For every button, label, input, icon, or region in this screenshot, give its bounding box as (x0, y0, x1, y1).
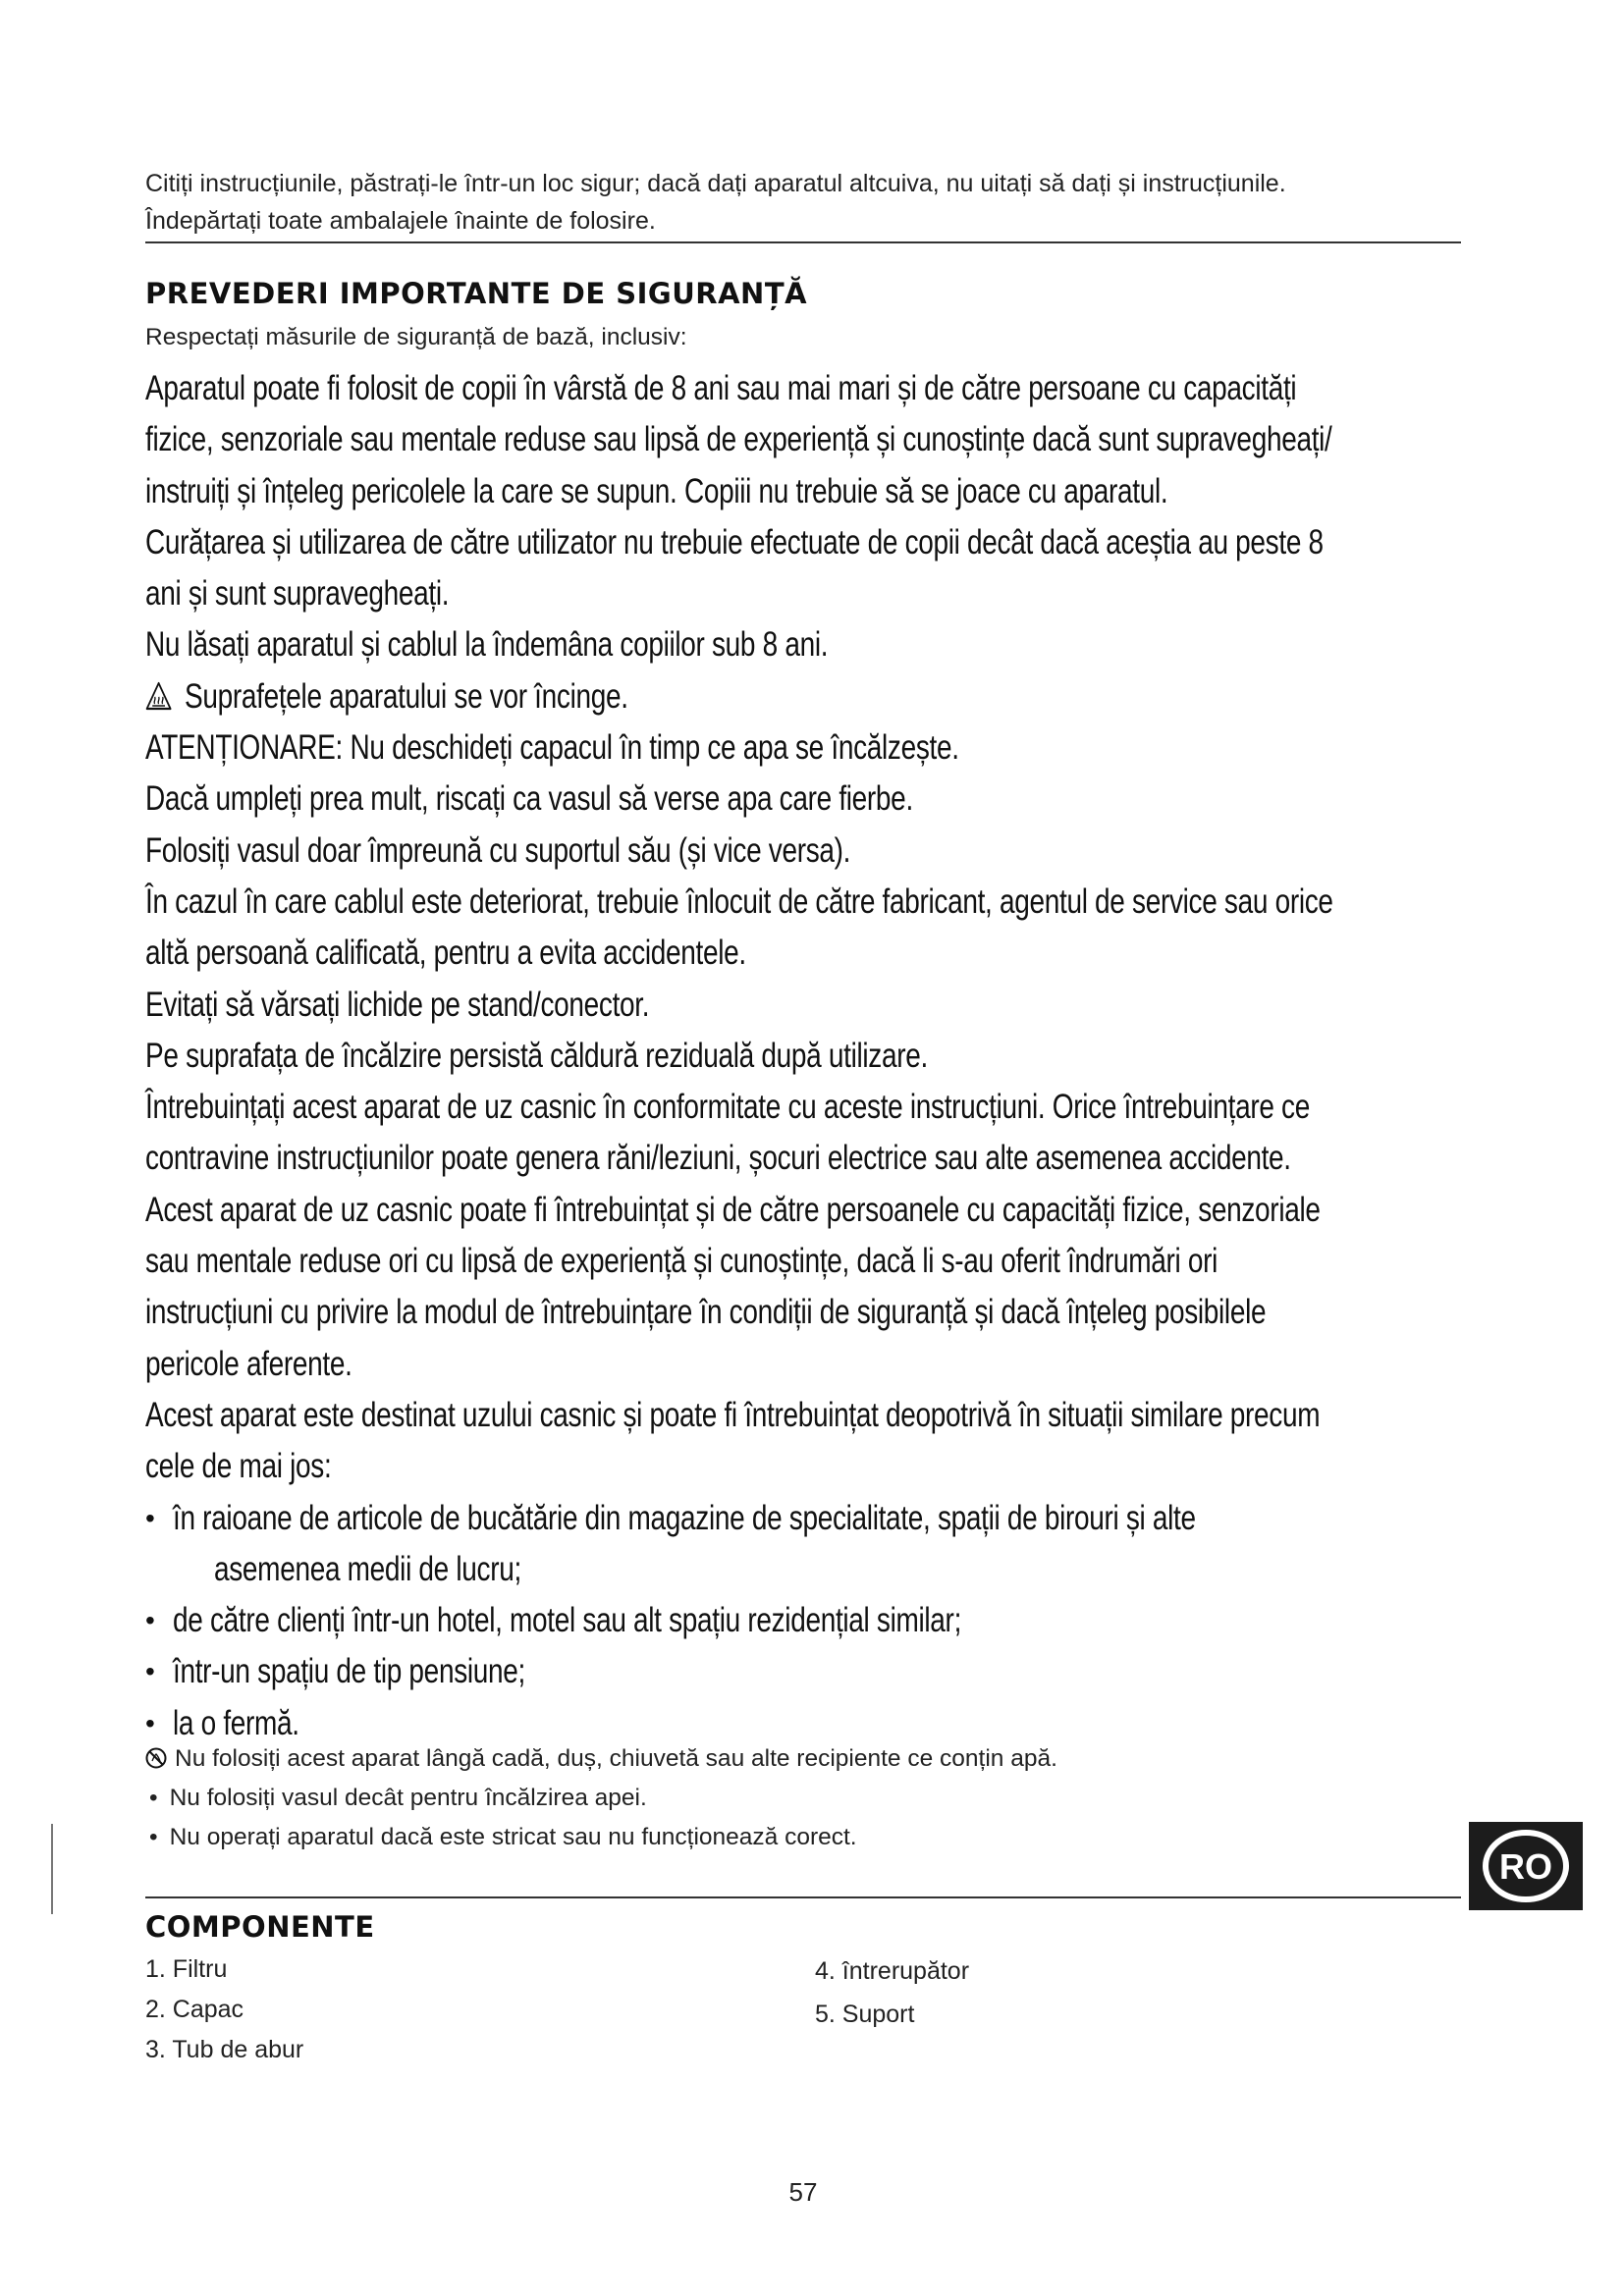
safety-line-text: pericole aferente. (145, 1344, 352, 1383)
intro-line-1: Citiți instrucțiunile, păstrați-le într-un loc sigur; dacă dați aparatul altcuiva, nu uitați să dați și instrucțiunile. (145, 170, 1286, 197)
list-item-text: în raioane de articole de bucătărie din magazine de specialitate, spații de birouri și alte (173, 1498, 1196, 1537)
section-divider (145, 1896, 1461, 1898)
page-number: 57 (788, 2177, 818, 2207)
safety-line (145, 722, 1481, 774)
list-item (145, 1595, 1481, 1646)
component-item: 1. Filtru (145, 1955, 228, 1983)
safety-line (145, 1287, 1481, 1338)
safety-line-text: Aparatul poate fi folosit de copii în vârstă de 8 ani sau mai mari și de către persoane cu capacități (145, 369, 1297, 407)
safety-line (145, 1236, 1481, 1287)
list-item (145, 1646, 1481, 1697)
safety-lead: Respectați măsurile de siguranță de bază, inclusiv: (145, 324, 687, 350)
components-heading: COMPONENTE (145, 1910, 375, 1944)
safety-line (145, 928, 1481, 979)
safety-line-text: Dacă umpleți prea mult, riscați ca vasul să verse apa care fierbe. (145, 779, 913, 819)
language-badge-label: RO (1499, 1846, 1552, 1887)
components-list-left (145, 1949, 303, 2070)
safety-line-text: În cazul în care cablul este deteriorat, trebuie înlocuit de către fabricant, agentul de service sau orice (145, 881, 1333, 921)
safety-line (145, 414, 1481, 465)
note-item (145, 1739, 1057, 1779)
safety-line-text: Evitați să vărsați lichide pe stand/conector. (145, 985, 650, 1024)
safety-line-text: ATENȚIONARE: Nu deschideți capacul în timp ce apa se încălzește. (145, 728, 959, 768)
component-item: 2. Capac (145, 1996, 244, 2023)
note-text: Nu folosiți vasul decât pentru încălzirea apei. (169, 1785, 647, 1811)
safety-line-text: instrucțiuni cu privire la modul de întrebuințare în condiții de siguranță și dacă înțeleg posibilele (145, 1293, 1267, 1332)
hot-surface-warning-icon (145, 681, 172, 711)
safety-line-text: Suprafețele aparatului se vor încinge. (185, 676, 628, 716)
safety-line-text: Acest aparat de uz casnic poate fi întrebuințat și de către persoanele cu capacități fizice, senzoriale (145, 1190, 1321, 1229)
note-text: Nu folosiți acest aparat lângă cadă, duș, chiuvetă sau alte recipiente ce conțin apă. (175, 1745, 1057, 1772)
components-list-right (815, 1949, 969, 2036)
safety-instructions (145, 363, 1481, 1749)
note-item (145, 1779, 1057, 1818)
intro-line-2: Îndepărtați toate ambalajele înainte de folosire. (145, 207, 656, 235)
safety-line (145, 568, 1481, 619)
safety-line-text: Întrebuințați acest aparat de uz casnic în conformitate cu aceste instrucțiuni. Orice întrebuințare ce (145, 1088, 1310, 1127)
component-item: 4. întrerupător (815, 1957, 970, 1985)
list-item (145, 1493, 1481, 1596)
safety-heading: PREVEDERI IMPORTANTE DE SIGURANȚĂ (145, 277, 808, 310)
note-text: Nu operați aparatul dacă este stricat sau nu funcționează corect. (169, 1824, 857, 1850)
component-item: 5. Suport (815, 2001, 915, 2028)
intro-text (145, 165, 1461, 240)
safety-line (145, 363, 1481, 414)
no-water-icon (145, 1747, 167, 1769)
safety-line-text: Pe suprafața de încălzire persistă căldură reziduală după utilizare. (145, 1036, 928, 1075)
note-item (145, 1818, 1057, 1857)
safety-line (145, 1390, 1481, 1441)
safety-line-text: ani și sunt supravegheați. (145, 574, 450, 614)
safety-line-text: fizice, senzoriale sau mentale reduse sau lipsă de experiență și cunoștințe dacă sunt supravegheați/ (145, 420, 1332, 459)
safety-line-text: cele de mai jos: (145, 1447, 332, 1486)
safety-line (145, 671, 1481, 722)
section-divider (145, 241, 1461, 243)
safety-line-text: instruiți și înțeleg pericolele la care se supun. Copiii nu trebuie să se joace cu aparatul. (145, 471, 1168, 510)
list-item-text: asemenea medii de lucru; (214, 1549, 521, 1588)
safety-line (145, 877, 1481, 928)
safety-line (145, 1185, 1481, 1236)
safety-line-text: Folosiți vasul doar împreună cu suportul său (și vice versa). (145, 830, 851, 870)
component-item: 3. Tub de abur (145, 2036, 304, 2063)
language-badge (1469, 1822, 1583, 1910)
margin-mark (51, 1824, 53, 1914)
safety-line (145, 980, 1481, 1031)
safety-line-text: Curățarea și utilizarea de către utilizator nu trebuie efectuate de copii decât dacă aceștia au peste 8 (145, 522, 1324, 561)
safety-line (145, 466, 1481, 517)
safety-line (145, 1339, 1481, 1390)
safety-line-text: altă persoană calificată, pentru a evita accidentele. (145, 934, 746, 973)
safety-line (145, 826, 1481, 877)
safety-line (145, 517, 1481, 568)
list-item-text: la o fermă. (173, 1703, 299, 1742)
safety-line-text: Acest aparat este destinat uzului casnic și poate fi întrebuințat deopotrivă în situații similare precum (145, 1395, 1321, 1434)
safety-line (145, 774, 1481, 825)
safety-line (145, 1441, 1481, 1492)
safety-line (145, 1133, 1481, 1184)
safety-line (145, 619, 1481, 670)
safety-line-text: Nu lăsați aparatul și cablul la îndemâna copiilor sub 8 ani. (145, 625, 829, 665)
usage-locations-list (145, 1493, 1481, 1749)
language-badge-icon (1481, 1828, 1571, 1904)
safety-line (145, 1082, 1481, 1133)
hot-surface-warning (145, 671, 628, 722)
safety-line (145, 1031, 1481, 1082)
additional-notes (145, 1739, 1057, 1857)
list-item-text: de către clienți într-un hotel, motel sau alt spațiu rezidențial similar; (173, 1601, 962, 1640)
safety-line-text: sau mentale reduse ori cu lipsă de experiență și cunoștințe, dacă li s-au oferit îndrumări ori (145, 1242, 1218, 1281)
safety-line-text: contravine instrucțiunilor poate genera răni/leziuni, șocuri electrice sau alte asemenea accidente. (145, 1139, 1291, 1178)
list-item-text: într-un spațiu de tip pensiune; (173, 1652, 525, 1691)
